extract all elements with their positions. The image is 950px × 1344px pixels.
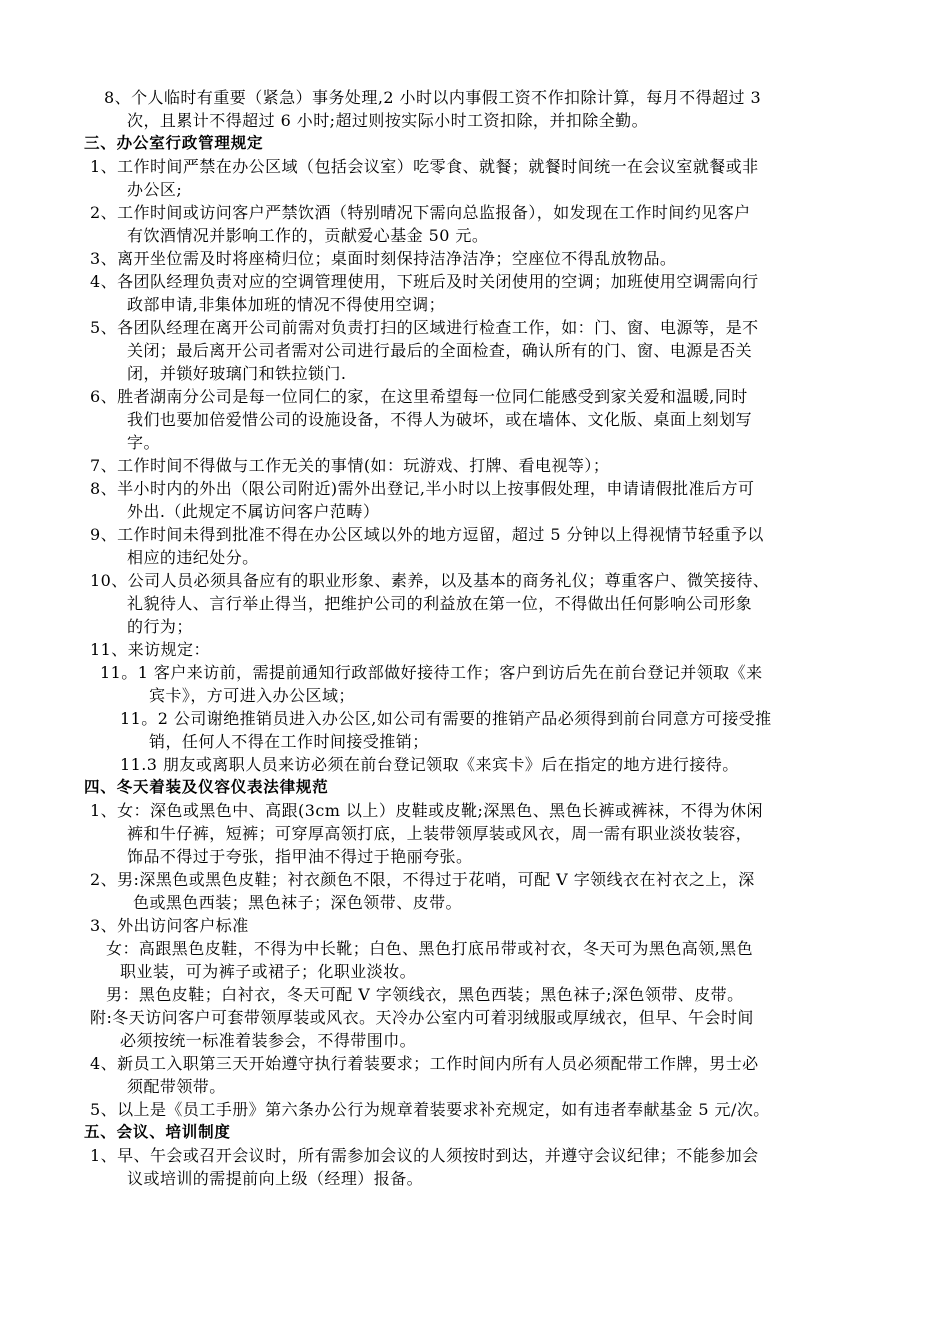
text-line: 政部申请,非集体加班的情况不得使用空调； (127, 295, 446, 314)
text-line: 7、工作时间不得做与工作无关的事情(如：玩游戏、打牌、看电视等）； (90, 456, 610, 475)
text-line: 6、胜者湖南分公司是每一位同仁的家，在这里希望每一位同仁能感受到家关爱和温暖,同时 (90, 387, 748, 406)
text-line: 色或黑色西装；黑色袜子；深色领带、皮带。 (133, 893, 463, 912)
text-line: 礼貌待人、言行举止得当，把维护公司的利益放在第一位，不得做出任何影响公司形象 (127, 594, 753, 613)
text-line: 职业装，可为裤子或裙子；化职业淡妆。 (120, 962, 417, 981)
text-line: 我们也要加倍爱惜公司的设施设备，不得人为破坏，或在墙体、文化版、桌面上刻划写 (127, 410, 753, 429)
text-line: 8、个人临时有重要（紧急）事务处理,2 小时以内事假工资不作扣除计算，每月不得超过 3 (104, 88, 762, 107)
text-line: 11。1 客户来访前，需提前通知行政部做好接待工作；客户到访后先在前台登记并领取《来 (100, 663, 763, 682)
text-line: 办公区; (127, 180, 183, 199)
section-heading: 四、冬天着装及仪容仪表法律规范 (84, 778, 329, 796)
text-line: 3、离开坐位需及时将座椅归位；桌面时刻保持洁净洁净；空座位不得乱放物品。 (90, 249, 677, 268)
text-line: 5、以上是《员工手册》第六条办公行为规章着装要求补充规定，如有违者奉献基金 5 元/次。 (90, 1100, 770, 1119)
text-line: 闭，并锁好玻璃门和铁拉锁门. (127, 364, 347, 383)
text-line: 4、新员工入职第三天开始遵守执行着装要求；工作时间内所有人员必须配带工作牌，男士必 (90, 1054, 759, 1073)
text-line: 宾卡》，方可进入办公区域； (149, 686, 355, 705)
section-heading: 三、办公室行政管理规定 (84, 134, 264, 152)
text-line: 11、来访规定： (90, 640, 210, 659)
text-line: 须配带领带。 (127, 1077, 226, 1096)
text-line: 议或培训的需提前向上级（经理）报备。 (127, 1169, 424, 1188)
text-line: 关闭；最后离开公司者需对公司进行最后的全面检查，确认所有的门、窗、电源是否关 (127, 341, 753, 360)
text-line: 10、公司人员必须具备应有的职业形象、素养，以及基本的商务礼仪；尊重客户、微笑接待、 (90, 571, 770, 590)
text-line: 次，且累计不得超过 6 小时;超过则按实际小时工资扣除，并扣除全勤。 (127, 111, 649, 130)
text-line: 11.3 朋友或离职人员来访必须在前台登记领取《来宾卡》后在指定的地方进行接待。 (120, 755, 739, 774)
text-line: 裤和牛仔裤，短裤；可穿厚高领打底，上装带领厚装或风衣，周一需有职业淡妆装容， (127, 824, 753, 843)
text-line: 11。2 公司谢绝推销员进入办公区,如公司有需要的推销产品必须得到前台同意方可接受推 (120, 709, 772, 728)
document-page (0, 86, 950, 1190)
text-line: 1、早、午会或召开会议时，所有需参加会议的人须按时到达，并遵守会议纪律；不能参加会 (90, 1146, 759, 1165)
text-line: 8、半小时内的外出（限公司附近)需外出登记,半小时以上按事假处理，申请请假批准后方可 (90, 479, 755, 498)
text-line: 2、男:深黑色或黑色皮鞋；衬衣颜色不限，不得过于花哨，可配 V 字领线衣在衬衣之上，深 (90, 870, 755, 889)
text-line: 9、工作时间未得到批准不得在办公区域以外的地方逗留，超过 5 分钟以上得视情节轻重予以 (90, 525, 764, 544)
text-line: 4、各团队经理负责对应的空调管理使用，下班后及时关闭使用的空调；加班使用空调需向行 (90, 272, 759, 291)
text-line: 附:冬天访问客户可套带领厚装或风衣。天冷办公室内可着羽绒服或厚绒衣，但早、午会时间 (90, 1008, 754, 1027)
text-line: 有饮酒情况并影响工作的，贡献爱心基金 50 元。 (127, 226, 489, 245)
text-line: 2、工作时间或访问客户严禁饮酒（特别晴况下需向总监报备），如发现在工作时间约见客户 (90, 203, 751, 222)
section-heading: 五、会议、培训制度 (84, 1123, 231, 1141)
text-line: 5、各团队经理在离开公司前需对负责打扫的区域进行检查工作，如：门、窗、电源等，是不 (90, 318, 759, 337)
text-line: 必须按统一标准着装参会，不得带围巾。 (120, 1031, 417, 1050)
text-line: 字。 (127, 433, 160, 452)
text-line: 3、外出访问客户标准 (90, 916, 249, 935)
text-line: 相应的违纪处分。 (127, 548, 259, 567)
text-line: 的行为； (127, 617, 193, 636)
text-line: 外出.（此规定不属访问客户范畴） (127, 502, 380, 521)
text-line: 男：黑色皮鞋；白衬衣，冬天可配 V 字领线衣，黑色西装；黑色袜子;深色领带、皮带。 (106, 985, 744, 1004)
text-line: 1、工作时间严禁在办公区域（包括会议室）吃零食、就餐；就餐时间统一在会议室就餐或非 (90, 157, 759, 176)
text-line: 1、女：深色或黑色中、高跟(3cm 以上）皮鞋或皮靴;深黑色、黑色长裤或裤袜，不得为休闲 (90, 801, 764, 820)
text-line: 饰品不得过于夸张，指甲油不得过于艳丽夸张。 (127, 847, 473, 866)
text-line: 销，任何人不得在工作时间接受推销； (149, 732, 429, 751)
text-line: 女：高跟黑色皮鞋，不得为中长靴；白色、黑色打底吊带或衬衣，冬天可为黑色高领,黑色 (106, 939, 754, 958)
